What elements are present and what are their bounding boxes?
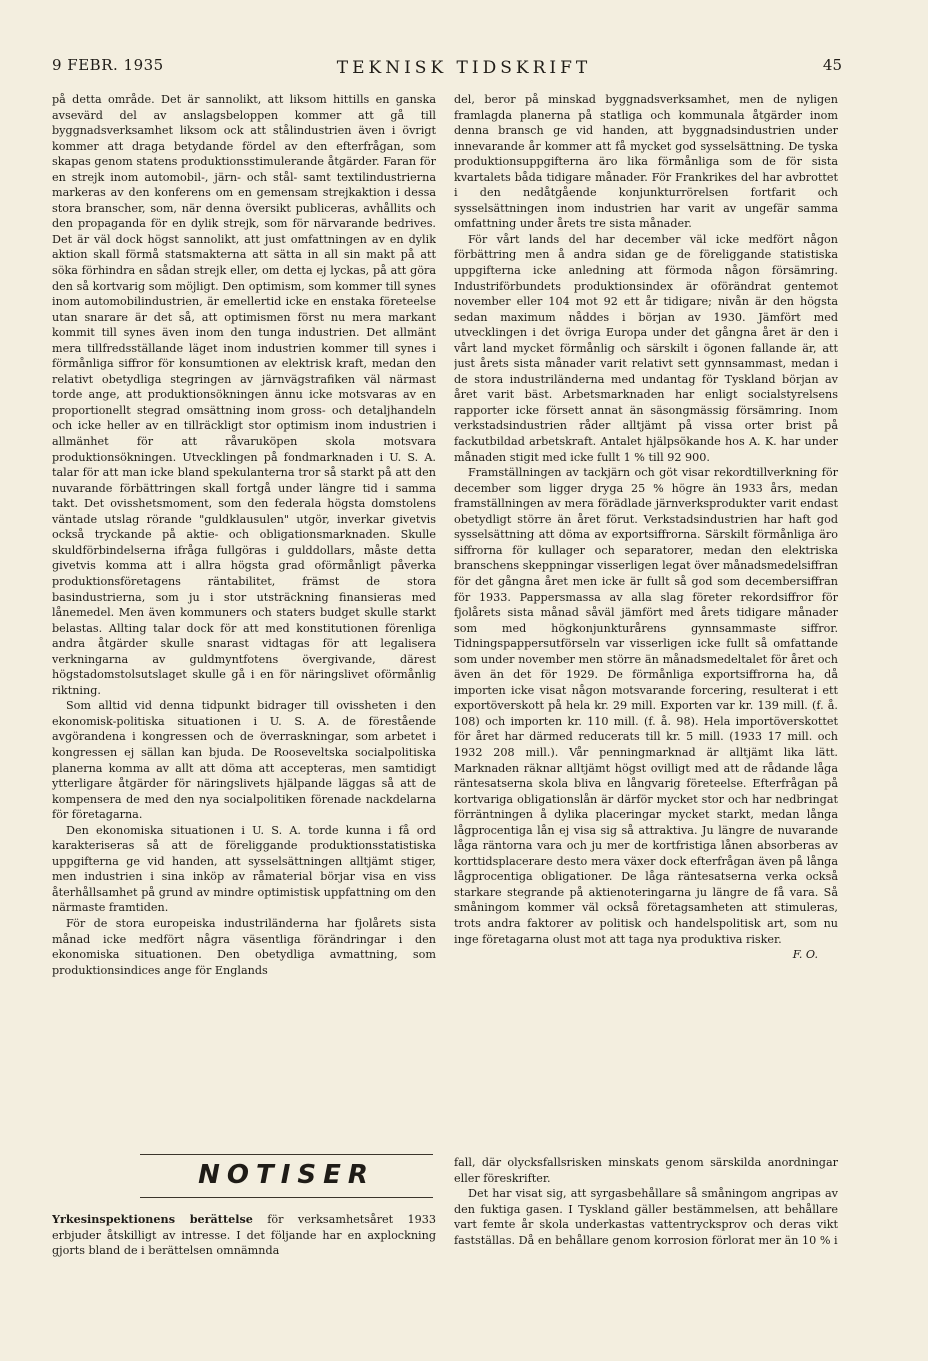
notice-title: Yrkesinspektionens berättelse (52, 1212, 253, 1226)
divider (140, 1197, 433, 1198)
journal-title: TEKNISK TIDSKRIFT (336, 58, 592, 78)
page-number: 45 (822, 56, 842, 74)
paragraph: För vårt lands del har december väl icke medfört någon förbättring men å andra sidan ge de föreliggande statistiska uppgifterna icke anledning att förmoda någon försämring. Industriförbundets produktionsindex är oförändrat gentemot november eller 104 mot 92 ett år tidigare; nivån är den högsta sedan maximum nåddes i början av 1930. Jämfört med utvecklingen i det övriga Europa under det gångna året är den i vårt land mycket förmånlig och särskilt i ögonen fallande är, att just årets sista månader varit relativt sett gynnsammast, medan i de stora industriländerna med undantag för Tyskland början av året varit bäst. Arbetsmarknaden har enligt socialstyrelsens rapporter icke försett annat än säsongmässig försämring. Inom verkstadsindustrien råder alltjämt på vissa orter brist på fackutbildad arbetskraft. Antalet hjälpsökande hos A. K. har under månaden stigit med icke fullt 1 % till 92 900. (454, 232, 838, 464)
author-signature: F. O. (792, 948, 818, 962)
paragraph: på detta område. Det är sannolikt, att liksom hittills en ganska avsevärd del av anslagsbeloppen kommer att gå till byggnadsverksamhet liksom ock att stålindustrien även i övrigt kommer att draga betydande fördel av den efterfrågan, som skapas genom statens produktionsstimulerande åtgärder. Faran för en strejk inom automobil-, järn- och stål- samt textilindustrierna markeras av den konferens om en gemensam strejkaktion i dessa stora branscher, som, när denna översikt publiceras, avhållits och den propaganda för en dylik strejk, som för närvarande bedrives. Det är väl dock högst sannolikt, att just omfattningen av en dylik aktion skall förmå statsmakterna att sätta in all sin makt på att söka förhindra en sådan strejk eller, om detta ej lyckas, på att göra den så kortvarig som möjligt. Den optimism, som kommer till synes inom automobilindustrien, är emellertid icke en enstaka företeelse utan snarare är det så, att optimismen först nu mera markant kommit till synes även inom den tunga industrien. Det allmänt mera tillfredsställande läget inom industrien kommer till synes i förmånliga siffror för konsumtionen av elektrisk kraft, medan den relativt obetydliga stegringen av järnvägstrafiken väl närmast torde ange, att produktionsökningen ännu icke motsvaras av en proportionellt stegrad omsättning inom gross- och detaljhandeln och icke heller av en tillräckligt stor optimism inom industrien i allmänhet för att råvaruköpen skola motsvara produktionsökningen. Utvecklingen på fondmarknaden i U. S. A. talar för att man icke bland spekulanterna tror så starkt på att den nuvarande förbättringen skall fortgå under längre tid i samma takt. Det ovisshetsmoment, som den federala högsta domstolens väntade utslag rörande "guldklausulen" utgör, inverkar givetvis också tryckande på aktie- och obligationsmarknaden. Skulle skuldförbindelserna ifråga fullgöras i gulddollars, måste detta givetvis komma att i allra högsta grad oförmånligt påverka produktionsföretagens räntabilitet, främst de stora basindustrierna, som ju i stor utsträckning finansieras med lånemedel. Men även kommuners och staters budget skulle starkt belastas. Allting talar dock för att med konstitutionen förenliga andra åtgärder skulle snarast vidtagas för att legalisera verkningarna av guldmyntfotens övergivande, därest högstadomstolsutslaget skulle gå i en för näringslivet oförmånlig riktning. (52, 93, 436, 697)
paragraph: Som alltid vid denna tidpunkt bidrager till ovissheten i den ekonomisk-politiska situationen i U. S. A. de förestående avgörandena i kongressen och de överraskningar, som arbetet i kongressen ej sällan kan bjuda. De Rooseveltska socialpolitiska planerna komma av allt att döma att accepteras, men samtidigt ytterligare åtgärder för näringslivets hjälpande läggas så att de kompensera de med den nya socialpolitiken förenade nackdelarna för företagarna. (52, 699, 436, 822)
paragraph: Den ekonomiska situationen i U. S. A. torde kunna i få ord karakteriseras så att de föreliggande produktionsstatistiska uppgifterna ge vid handen, att sysselsättningen alltjämt stiger, men industrien i sina inköp av råmaterial börjar visa en viss återhållsamhet på grund av mindre optimistisk uppfattning om den närmaste framtiden. (52, 823, 436, 915)
issue-date: 9 FEBR. 1935 (52, 56, 164, 74)
paragraph: fall, där olycksfallsrisken minskats genom särskilda anordningar eller föreskrifter. (454, 1156, 838, 1185)
notiser-column-right (454, 1155, 838, 1275)
section-heading: NOTISER (198, 1160, 375, 1190)
paragraph: Det har visat sig, att syrgasbehållare så småningom angripas av den fuktiga gasen. I Tyskland gäller bestämmelsen, att behållare vart femte år skola underkastas vattentrycksprov och deras vikt fastställas. Då en behållare genom korrosion förlorat mer än 10 % i (454, 1187, 838, 1247)
divider (140, 1154, 433, 1155)
notiser-column-left (52, 1212, 436, 1272)
paragraph: del, beror på minskad byggnadsverksamhet, men de nyligen framlagda planerna på statliga och kommunala åtgärder inom denna bransch ge vid handen, att byggnadsindustrien under innevarande år kommer att få mycket god sysselsättning. De tyska produktionsuppgifterna äro lika förmånliga som de för sista kvartalets båda tidigare månader. För Frankrikes del har avbrottet i den nedåtgående konjunkturrörelsen fortfarit och sysselsättningen inom industrien har varit av ungefär samma omfattning under årets tre sista månader. (454, 93, 838, 231)
paragraph: För de stora europeiska industriländerna har fjolårets sista månad icke medfört några väsentliga förändringar i den ekonomiska situationen. Den obetydliga avmattning, som produktionsindices ange för Englands (52, 916, 436, 977)
article-column-left (52, 92, 436, 1024)
article-column-right (454, 92, 838, 1024)
notice-text: för verksamhetsåret 1933 erbjuder åtskilligt av intresse. I det följande har en axplockning gjorts bland de i berättelsen omnämnda (52, 1213, 436, 1258)
paragraph: Framställningen av tackjärn och göt visar rekordtillverkning för december som ligger dryga 25 % högre än 1933 års, medan framställningen av mera förädlade järnverksprodukter varit endast obetydligt större än året förut. Verkstadsindustrien har haft god sysselsättning att döma av exportsiffrorna. Särskilt förmånliga äro siffrorna för kullager och separatorer, medan den elektriska branschens skeppningar visserligen legat över månadsmedelsiffran för det gångna året men icke är fullt så god som decembersiffran för 1933. Pappersmassa av alla slag företer rekordsiffror för fjolårets sista månad såväl jämfört med årets tidigare månader som med högkonjunkturårens gynnsammaste siffror. Tidningspappersutförseln var visserligen icke fullt så omfattande som under november men större än månadsmedeltalet för året och även än det för 1929. De förmånliga exportsiffrorna ha, då importen icke visat någon motsvarande forcering, resulterat i ett exportöverskott på hela kr. 29 mill. Exporten var kr. 139 mill. (f. å. 108) och importen kr. 110 mill. (f. å. 98). Hela importöverskottet för året har därmed reducerats till kr. 5 mill. (1933 17 mill. och 1932 208 mill.). Vår penningmarknad är alltjämt lika lätt. Marknaden räknar alltjämt högst ovilligt med att de rådande låga räntesatserna skola bliva en långvarig företeelse. Efterfrågan på kortvariga obligationslån är därför mycket stor och har nedbringat förräntningen å dylika placeringar mycket starkt, medan långa lågprocentiga lån ej visa sig så attraktiva. Ju längre de nuvarande låga räntorna vara och ju mer de kortfristiga lånen absorberas av korttidsplacerare desto mera växer dock efterfrågan även på långa lågprocentiga obligationer. De låga räntesatserna verka också starkare stegrande på aktienoteringarna ju längre de få vara. Så småningom kommer väl också företagsamheten att stimuleras, trots andra faktorer av politisk och handelspolitisk art, som nu inge företagarna olust mot att taga nya produktiva risker. (454, 466, 838, 946)
paragraph (52, 1212, 436, 1259)
